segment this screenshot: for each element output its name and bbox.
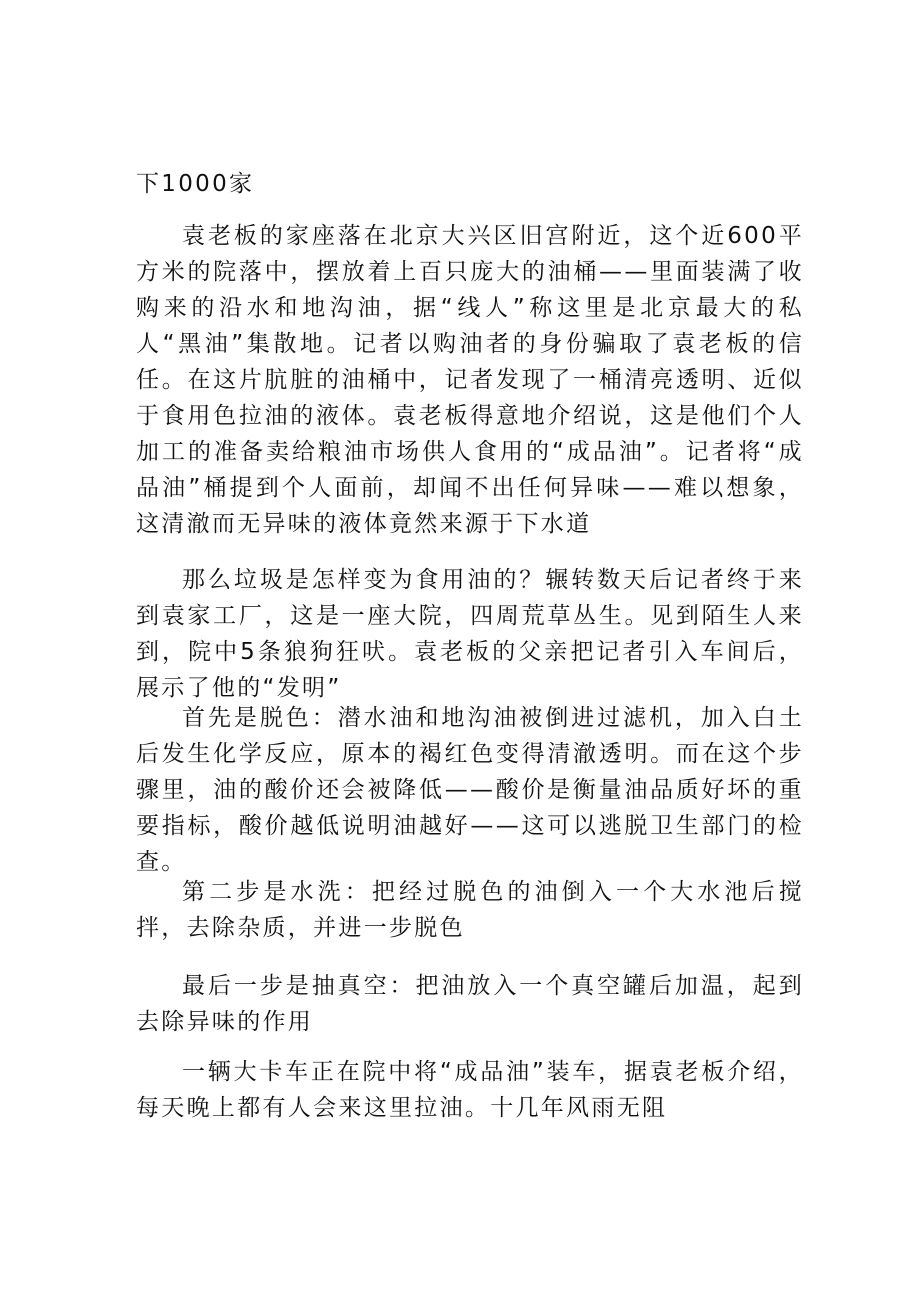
paragraph-continuation: 下1000家 — [136, 171, 255, 197]
paragraph-factory-visit: 那么垃圾是怎样变为食用油的？辗转数天后记者终于来到袁家工厂，这是一座大院，四周荒草丛生。见到陌生人来到，院中5条狼狗狂吠。袁老板的父亲把记者引入车间后，展示了他的“发明” — [136, 567, 804, 701]
paragraph-step-wash: 第二步是水洗：把经过脱色的油倒入一个大水池后搅拌，去除杂质，并进一步脱色 — [136, 879, 804, 941]
paragraph-step-decolor: 首先是脱色：潜水油和地沟油被倒进过滤机，加入白土后发生化学反应，原本的褐红色变得清澈透明。而在这个步骤里，油的酸价还会被降低——酸价是衡量油品质好坏的重要指标，酸价越低说明油越好——这可以逃脱卫生部门的检查。 — [136, 705, 804, 875]
paragraph-yuan-boss-yard: 袁老板的家座落在北京大兴区旧宫附近，这个近600平方米的院落中，摆放着上百只庞大的油桶——里面装满了收购来的沿水和地沟油，据“线人”称这里是北京最大的私人“黑油”集散地。记者以购油者的身份骗取了袁老板的信任。在这片肮脏的油桶中，记者发现了一桶清亮透明、近似于食用色拉油的液体。袁老板得意地介绍说，这是他们个人加工的准备卖给粮油市场供人食用的“成品油”。记者将“成品油”桶提到个人面前，却闻不出任何异味——难以想象，这清澈而无异味的液体竟然来源于下水道 — [136, 223, 804, 537]
paragraph-step-vacuum: 最后一步是抽真空：把油放入一个真空罐后加温，起到去除异味的作用 — [136, 973, 804, 1035]
paragraph-truck-loading: 一辆大卡车正在院中将“成品油”装车，据袁老板介绍，每天晚上都有人会来这里拉油。十几年风雨无阻 — [136, 1059, 804, 1121]
